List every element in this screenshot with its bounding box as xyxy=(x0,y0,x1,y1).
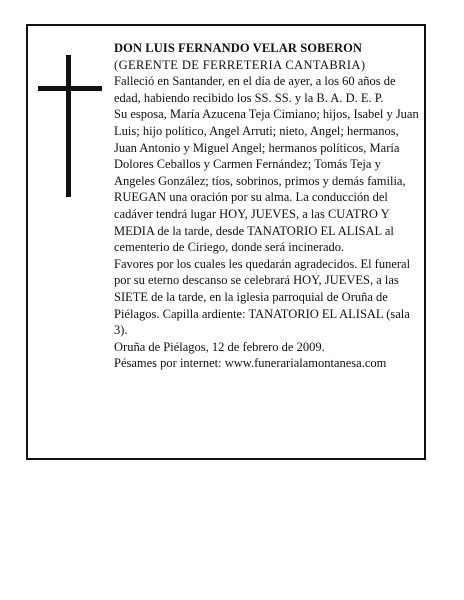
place-date: Oruña de Piélagos, 12 de febrero de 2009. xyxy=(114,339,325,354)
death-announcement: Falleció en Santander, en el día de ayer, a los 60 años de edad, habiendo recibido los SS. SS. y la B. A. D. E. P. xyxy=(114,74,396,105)
family-list: Su esposa, María Azucena Teja Cimiano; hijos, Isabel y Juan Luis; hijo político, Angel Arruti; nieto, Angel; hermanos, Juan Antonio y Miguel Angel; hermanos políticos, María Dolores Ceballos y Carmen Fernández; Tomás Teja y Angeles González; tíos, sobrinos, primos y demás familia, xyxy=(114,107,419,188)
request-paragraph: RUEGAN una oración por su alma. La conducción del cadáver tendrá lugar HOY, JUEVES, a las CUATRO Y MEDIA de la tarde, desde TANATORIO EL ALISAL al cementerio de Ciriego, donde será incinerado. xyxy=(114,190,394,255)
condolences-line: Pésames por internet: www.funerarialamontanesa.com xyxy=(114,356,387,371)
cross-icon xyxy=(38,55,102,197)
obituary-text xyxy=(114,40,422,372)
deceased-name: DON LUIS FERNANDO VELAR SOBERON xyxy=(114,41,363,55)
funeral-paragraph: Favores por los cuales les quedarán agradecidos. El funeral por su eterno descanso se celebrará HOY, JUEVES, a las SIETE de la tarde, en la iglesia parroquial de Oruña de Piélagos. Capilla ardiente: TANATORIO EL ALISAL (sala 3). xyxy=(114,256,411,338)
deceased-position: (GERENTE DE FERRETERIA CANTABRIA) xyxy=(114,57,366,72)
